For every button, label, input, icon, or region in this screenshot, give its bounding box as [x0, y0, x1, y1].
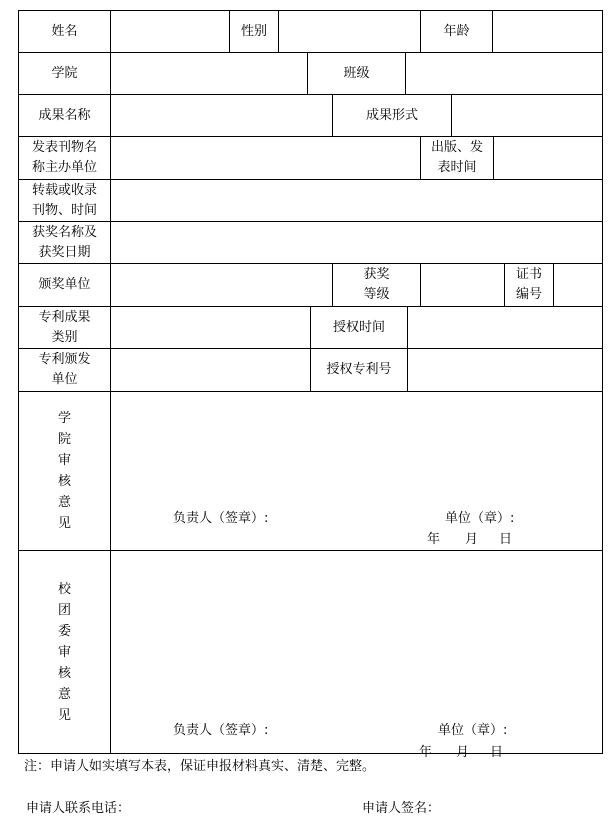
league-review-label — [18, 550, 111, 754]
achievement-form-label-text: 成果形式 — [365, 107, 418, 123]
league-review-char: 团 — [57, 602, 71, 618]
college-review-char: 核 — [57, 474, 71, 489]
college-label-text: 学院 — [51, 65, 78, 81]
award-level-label — [332, 263, 421, 307]
college-label — [18, 52, 111, 95]
patent-type-field[interactable] — [110, 306, 311, 349]
pubtime-field[interactable] — [493, 136, 603, 180]
achievement-form-field[interactable] — [451, 94, 603, 137]
journal-label-line2: 称主办单位 — [31, 160, 97, 175]
college-month-label: 月 — [465, 532, 479, 547]
patent-type-label — [18, 306, 111, 349]
award-level-field[interactable] — [420, 263, 505, 307]
achievement-name-label — [18, 94, 111, 137]
reprint-label-line1: 转载或收录 — [31, 182, 97, 198]
cert-no-line1: 证书 — [515, 267, 542, 282]
patent-no-label-text: 授权专利号 — [326, 362, 392, 377]
league-review-char: 校 — [57, 581, 71, 597]
college-review-char: 意 — [57, 495, 71, 510]
issuer-label-text: 颁奖单位 — [38, 277, 91, 292]
league-review-char: 核 — [57, 665, 71, 681]
patent-type-line2: 类别 — [51, 329, 78, 345]
patent-issuer-field[interactable] — [110, 348, 311, 392]
cert-no-field[interactable] — [553, 263, 603, 307]
league-review-field[interactable] — [110, 550, 603, 760]
grant-time-field[interactable] — [407, 306, 603, 349]
gender-label — [229, 10, 279, 53]
league-responsible-label: 负责人（签章）: — [173, 723, 269, 738]
journal-label — [18, 136, 111, 180]
league-year-label: 年 — [419, 745, 433, 760]
college-year-label: 年 — [427, 532, 441, 547]
name-field[interactable] — [110, 10, 230, 53]
award-label-line1: 获奖名称及 — [31, 224, 97, 240]
journal-label-line1: 发表刊物名 — [31, 140, 97, 155]
award-label-line2: 获奖日期 — [38, 244, 91, 260]
name-label — [18, 10, 111, 53]
achievement-name-field[interactable] — [110, 94, 333, 137]
applicant-phone-label: 申请人联系电话： — [26, 801, 131, 816]
award-level-line2: 等级 — [363, 287, 390, 302]
gender-field[interactable] — [278, 10, 421, 53]
college-responsible-label: 负责人（签章）: — [173, 511, 269, 526]
college-review-char: 学 — [57, 411, 71, 426]
age-label-text: 年龄 — [443, 23, 470, 39]
reprint-field[interactable] — [110, 179, 603, 222]
reprint-label-line2: 刊物、时间 — [31, 202, 97, 218]
league-review-char: 审 — [57, 644, 71, 660]
college-unit-label: 单位（章）: — [445, 511, 515, 526]
issuer-field[interactable] — [110, 263, 333, 307]
college-review-char: 见 — [57, 516, 71, 531]
application-form-table — [18, 10, 603, 760]
age-field[interactable] — [492, 10, 603, 53]
pubtime-label — [420, 136, 494, 180]
journal-field[interactable] — [110, 136, 421, 180]
league-review-char: 委 — [57, 623, 71, 639]
achievement-name-label-text: 成果名称 — [38, 107, 91, 123]
pubtime-label-line1: 出版、发 — [430, 140, 483, 155]
grant-time-label-text: 授权时间 — [332, 319, 385, 335]
patent-issuer-label — [18, 348, 111, 392]
class-label — [307, 52, 406, 95]
achievement-form-label — [332, 94, 452, 137]
issuer-label — [18, 263, 111, 307]
college-review-label — [18, 391, 111, 551]
award-label — [18, 221, 111, 264]
league-review-char: 意 — [57, 686, 71, 702]
patent-no-label — [310, 348, 408, 392]
league-unit-label: 单位（章）: — [438, 723, 508, 738]
age-label — [420, 10, 493, 53]
pubtime-label-line2: 表时间 — [437, 160, 477, 175]
college-review-char: 审 — [57, 453, 71, 468]
patent-issuer-line1: 专利颁发 — [38, 352, 91, 367]
college-field[interactable] — [110, 52, 308, 95]
reprint-label — [18, 179, 111, 222]
college-review-char: 院 — [57, 432, 71, 447]
college-day-label: 日 — [499, 532, 513, 547]
form-note: 注：申请人如实填写本表，保证申报材料真实、清楚、完整。 — [24, 759, 376, 774]
grant-time-label — [310, 306, 408, 349]
award-field[interactable] — [110, 221, 603, 264]
college-review-field[interactable] — [110, 391, 603, 551]
award-level-line1: 获奖 — [363, 267, 390, 282]
applicant-signature-label: 申请人签名： — [362, 801, 441, 816]
patent-issuer-line2: 单位 — [51, 372, 78, 387]
gender-label-text: 性别 — [240, 23, 267, 39]
league-review-char: 见 — [57, 707, 71, 723]
patent-no-field[interactable] — [407, 348, 603, 392]
league-month-label: 月 — [456, 745, 470, 760]
class-label-text: 班级 — [343, 65, 370, 81]
cert-no-line2: 编号 — [515, 287, 542, 302]
league-day-label: 日 — [490, 745, 504, 760]
name-label-text: 姓名 — [51, 23, 78, 39]
class-field[interactable] — [405, 52, 603, 95]
patent-type-line1: 专利成果 — [38, 309, 91, 325]
cert-no-label — [504, 263, 554, 307]
